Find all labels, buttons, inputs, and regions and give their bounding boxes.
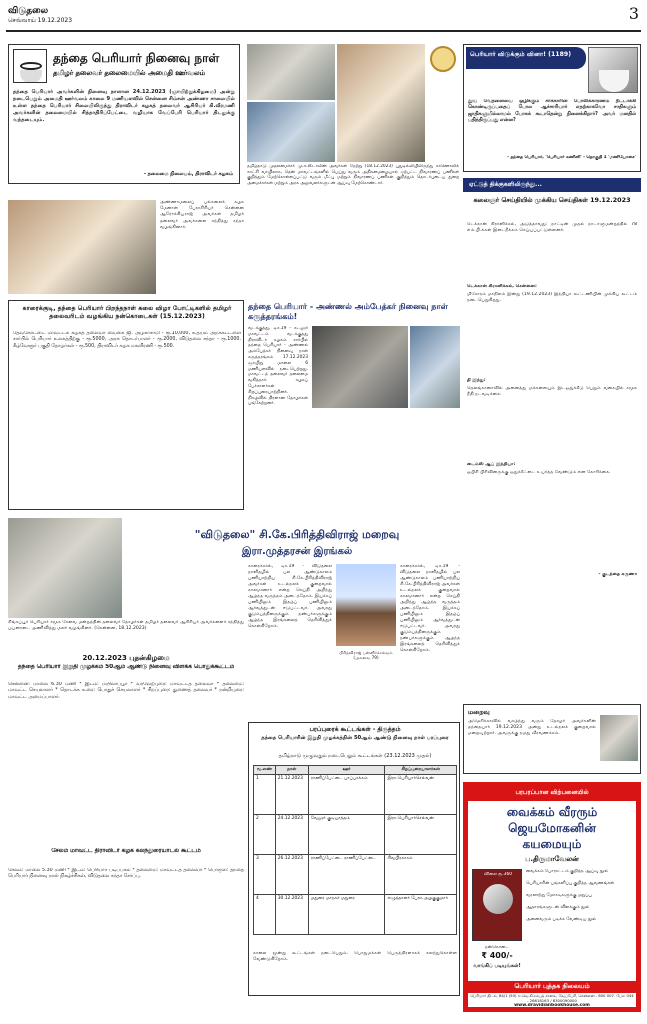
rally-table-header [254,766,457,775]
rally-tag: பரப்புரைக் கூட்டங்கள் - திருத்தம் [309,726,401,733]
rally-note: காலை மூன்று கூட்டங்கள் நடைபெறும். பொதுமக்கள் பெருந்திரளாகக் கலந்துகொள்ள வேண்டுகிறோம். [253,951,457,962]
rally-cell: எழுத்தாளர் பேரா.அழகுகுமார் [385,894,457,934]
rally-subtitle: தமிழ்நாடு முழுவதும் நடைபெறும் கூட்டங்கள் (23.12.2023 முதல்) [278,753,432,759]
family-caption: அண்ணாமலைப் பல்கலைக் கழக மேனாள் பேராசிரியர் சென்னை ஆரோக்கியராஜ் அவர்கள் தமிழர் தலைவர் அவர்களை சந்தித்து சந்தா வழங்கினார். [160,200,244,230]
advert-buy[interactable]: வாங்கிப் படியுங்கள்! [473,963,521,969]
bullets-section-2: டெக்கான் கிரானிக்கல், சென்னை: [467,284,537,289]
advert-title-3: கயமையும் [522,837,582,851]
memorial-speaker-photo [312,326,408,408]
advert-tag: பரபரப்பான விற்பனையில் [515,789,589,796]
meeting-screens-photo [247,44,335,100]
rally-town: குடியாத்தம் [327,815,350,821]
book-cover [472,869,522,941]
meeting-photo-collage [247,44,425,162]
rally-town: மதுரை [341,895,355,901]
rally-district: மதுரை மாநகர் [310,895,340,901]
question-title: பெரியார் விடுக்கும் வினா! (1189) [470,51,572,58]
obituary-photo-caption: பிரித்விராஜ் பன்னீர்செல்வம் (அகவை 79) [339,650,393,661]
bullet-item-1: டெக்கான் கிரானிக்கல், அடுத்தாவது: நாட்டின் முதல் நாடாளுமன்றத்தில் 78 எம்.பி.க்கள் இடைநீக்கம் செய்யப்பட்டுள்ளனர். [467,222,637,233]
program-date: 20.12.2023 புதன்கிழமை [82,654,170,662]
rally-cell [308,854,385,894]
rally-header-number: வ.எண் [254,766,276,775]
rally-cell: இரா.பெரியார்செல்வன் [385,814,457,854]
rally-header-speakers: சிறப்புரையாளர்கள் [385,766,457,775]
obituary-body: காரைக்கால், டிச.19 - விடுதலை நாளிதழில் பல ஆண்டுகாலம் பணியாற்றிய சி.கே.பிரித்திவிராஜ் அவர்கள் உடல்நலக் குறைவால் காலமானார் என்ற செய்தி அறிந்து ஆழ்ந்த வருத்தம் அடைந்தோம். இயக்கப் பணியிலும் இதழ்ப் பணியிலும் ஆர்வத்துடன் ஈடுபட்டவர். அவரது குடும்பத்தினருக்கும் நண்பர்களுக்கும் ஆழ்ந்த இரங்கலைத் தெரிவித்துக் கொள்கிறோம். [248,564,332,629]
family-photo [8,200,156,294]
advert-point: பெரியாரின் பங்களிப்பு குறித்த ஆவணங்கள் [526,881,615,886]
rally-cell: 30.12.2023 [275,894,308,934]
question-body: தூய் வேதனையை ஒழிக்கும் சர்க்காரின் போலிக்காரணம் தீட்டாக்கி கொண்டிருப்பதைப் போல ஆச்சாரியார் எதற்காகவோ சாதிகளும் ஜாதிகளுமில்லாமல் போகக் கூடாதென்று நினைக்கிறார்? அவர் மனதில் பதிந்திருப்பது என்ன? [468,99,636,124]
memorial-title: தந்தை பெரியார் - அண்ணல் அம்பேத்கர் நினைவு நாள் கருத்தரங்கம்! [248,302,448,321]
meeting-room-photo [247,102,335,162]
rally-cell: 1 [254,774,276,814]
bullets-column [463,178,641,700]
advert-author: ப.திருமாவேலன் [525,855,579,863]
portrait-glasses-icon [20,62,42,70]
header-rule [6,30,641,32]
rally-header-place: ஊர் [308,766,385,775]
rally-cell [308,774,385,814]
bullet-item-2: மிசோரம் மாநிலம் இன்று (19.12.2023) இந்தியா கூட்டணியின் முக்கிய கூட்டம் நடைபெறுகிறது. [467,292,637,303]
program-column [8,654,244,1014]
advert-title: வைக்கம் வீரரும் [506,805,598,819]
advert-price: ₹ 400/- [481,951,513,960]
tribute-title: தந்தை பெரியார் நினைவு நாள் [53,51,220,65]
obituary-title: "விடுதலை" சி.கே.பிரித்திவிராஜ் மறைவு [194,528,400,541]
table-row [254,854,457,894]
program-section2-title: சேலம் மாவட்ட திராவிடர் கழக கலந்துரையாடல் கூட்டம் [51,848,201,854]
rally-cell: 2 [254,814,276,854]
bullet-item-3: தெலங்கானாவில் அனைத்து மக்களையும் இடஒதுக்கீடு பெறும் வகையில் சமூக நீதி நடவடிக்கை. [467,386,637,397]
bullets-title: கலைஞர் செய்தியில் முக்கிய செய்திகள் 19.12.2023 [473,196,631,204]
advert-point: வைக்கம் போராட்டம் குறித்த ஆய்வு நூல் [526,869,608,874]
bullet-item-4: ஓபிசி பிரிவினருக்கு ஒதுக்கீட்டை உயர்த்த வேண்டும் என கோரிக்கை. [467,470,611,475]
bullets-section-3: தி இந்து: [467,378,486,383]
table-row [254,894,457,934]
rally-district: ராணிப்பேட்டை [310,855,343,861]
tribute-signature: - தலைமை நிலையம், திராவிடர் கழகம் [143,171,233,177]
advert-point: வரலாற்று மோசடிகளுக்கு மறுப்பு [526,893,592,898]
chief-minister-photo [337,44,425,162]
tribute-box [8,44,240,184]
book-portrait [483,884,513,914]
rally-title: தந்தை பெரியாரின் இறுதி முழக்கத்தின் 50ஆம் ஆண்டு நினைவு நாள் பரப்புரை [261,735,449,741]
program-subtitle: தந்தை பெரியார் இறுதி முழக்கம் 50ஆம் ஆண்டு நினைவு விளக்க பொதுக்கூட்டம் [17,664,235,670]
tribute-subtitle: தமிழர் தலைவர் தலைமையில் அமைதி ஊர்வலம் [53,69,205,77]
advert-point: அனைவரும் படிக்க வேண்டிய நூல் [526,917,597,922]
rally-town: பாப்பாக்கம் [344,775,368,781]
question-box [463,44,641,172]
rally-header-date: நாள் [275,766,308,775]
death-note-box [463,704,641,774]
statements-box [8,300,244,510]
memorial-audience-photo [410,326,460,408]
obituary-subtitle: இரா.முத்தரசன் இரங்கல் [241,546,353,557]
death-note-title: மறைவு [468,708,490,716]
rally-cell: 4 [254,894,276,934]
book-presentation-photo [8,518,122,618]
program-body: சென்னை: மாலை 6.30 மணி * இடம்: மயிலாப்பூர் * வரவேற்புரை: மாவட்டத் தலைவர் * தலைமை: மாவட்ட செயலாளர் * தொடக்க உரை: பொதுச் செயலாளர் * சிறப்புரை: துணைத் தலைவர் * நன்றியுரை: மாவட்ட அமைப்பாளர். [8,682,244,700]
bullets-section-4: டைம்ஸ் ஆப் இந்தியா: [467,462,516,467]
book-advert[interactable] [463,782,641,1012]
issue-date: செவ்வாய் 19.12.2023 [8,17,73,24]
rally-box [248,722,460,996]
bullets-tag-label: ஏட்டுத் திக்குகளிலிருந்து... [469,181,542,188]
advert-address: பெரியார் திடல், 84/1 (50) ஈ.வெ.கி.சம்பத் சாலை, வேப்பேரி, சென்னை - 600 007. பேச: 044 - 26618163 / 8300090000 [470,994,634,1003]
advert-price-label: நன்கொடை [484,945,510,950]
book-presentation-caption: சிங்கப்பூர் பெரியார் சமூக சேவை மன்றத்தின் தலைவர் தோழர்கள் தமிழர் தலைவர் ஆசிரியர் அவர்களைச் சந்தித்து பயனாடை அணிவித்து மலர் வழங்கினர். (சென்னை, 18.12.2023) [8,620,244,631]
rally-cell: இரா.பெரியார்செல்வன் [385,774,457,814]
rally-cell: 3 [254,854,276,894]
advert-point: ஆதாரங்களுடன் விளக்கும் நூல் [526,905,590,910]
advert-points [526,869,636,979]
advert-title-2: ஜெயமோகனின் [508,821,596,835]
rally-cell: சிவபிரகாசம் [385,854,457,894]
question-signature: - தந்தை பெரியார், 'பெரியார் கணினி' - தொகுதி 1 'மணியோசை' [507,155,636,160]
rally-cell: 21.12.2023 [275,774,308,814]
rally-cell: 24.12.2023 [275,814,308,854]
rally-cell [308,894,385,934]
obituary-photo [336,564,396,646]
meeting-caption: தமிழ்நாடு முதலமைச்சர் மு.க.ஸ்டாலின் அவர்கள் நேற்று (18.12.2023) புதுடில்லியிலிருந்து காணொலிக் காட்சி வாயிலாக, தென் மாவட்டங்களில் பெய்து வரும் அதிகனமழையால் ஏற்பட்ட நிவாரணப் பணிகள் குறித்தும் மேற்கொள்ளப்பட்டு வரும் மீட்பு மற்றும் நிவாரணப் பணிகள் குறித்தும் தொடர்புடைய துறை அமைச்சர்கள் மற்றும் அரசு அலுவலர்களுடன் ஆய்வு மேற்கொண்டார். [247,164,459,186]
obituary-body-2: காரைக்கால், டிச.19 - விடுதலை நாளிதழில் பல ஆண்டுகாலம் பணியாற்றிய சி.கே.பிரித்திவிராஜ் அவர்கள் உடல்நலக் குறைவால் காலமானார் என்ற செய்தி அறிந்து ஆழ்ந்த வருத்தம் அடைந்தோம். இயக்கப் பணியிலும் இதழ்ப் பணியிலும் ஆர்வத்துடன் ஈடுபட்டவர். அவரது குடும்பத்தினருக்கும் நண்பர்களுக்கும் ஆழ்ந்த இரங்கலைத் தெரிவித்துக் கொள்கிறோம். [400,564,460,653]
government-seal-icon [430,46,456,72]
death-note-photo [600,715,638,761]
tribute-body: தந்தை பெரியார் அவர்களின் நினைவு நாளான 24.12.2023 (ஞாயிற்றுக்கிழமை) அன்று நடைபெறும் அமைதி ஊர்வலம் காலை 9 மணியளவில் சென்னை சிம்சன் அண்ணா சாலையில் உள்ள தந்தை பெரியார் சிலையிலிருந்து திராவிடர் கழகத் தலைவர் ஆசிரியர் கி.வீரமணி அவர்களின் தலைமையில் சிந்தாதிரிப்பேட்டை வழியாக வேப்பேரி பெரியார் திடலுக்கு வந்தடையும். [13,89,235,123]
table-row [254,774,457,814]
book-price-badge: விலை ரூ.360 [483,872,513,877]
page-number: 3 [628,4,639,23]
portrait-beard [20,70,42,83]
advert-publisher: பெரியார் புத்தக நிலையம் [514,982,590,990]
rally-table [253,765,457,945]
question-portrait [588,47,638,93]
advert-website[interactable]: www.dravidianbookhouse.com [514,1003,590,1008]
publication-name: விடுதலை [8,6,49,16]
table-row [254,814,457,854]
periyar-portrait [13,49,47,83]
bullets-signature: - குடந்தை கருணா [598,572,637,577]
death-note-body: அமெரிக்காவில் வாழ்ந்து வரும் தோழர் அவர்களின் தந்தையார் 19.12.2023 அன்று உடல்நலக் குறைவால் மறைவுற்றார். அவருக்கு நமது வீரவணக்கம். [468,719,596,736]
rally-district: வேலூர் [310,815,326,821]
rally-cell [308,814,385,854]
rally-cell: 26.12.2023 [275,854,308,894]
rally-district: ராணிப்பேட்டை [310,775,343,781]
portrait-beard-2 [599,70,629,92]
memorial-body-1: வடக்குத்து, டிச.19 - கடலூர் மாவட்டம் வடக்குத்து திராவிடர் கழகம் சார்பில் தந்தை பெரியார் - அண்ணல் அம்பேத்கர் நினைவு நாள் கருத்தரங்கம் 17.12.2023 ஞாயிறு மாலை 6 மணியளவில் நடைபெற்றது. மாவட்டத் தலைவர் தலைமை வகித்தார். கழகப் பேச்சாளர்கள் சிறப்புரையாற்றினர். நிகழ்வில் திரளான தோழர்கள் பங்கேற்றனர். [248,326,308,407]
statements-title: காரைக்குடி, தந்தை பெரியார் பிறந்தநாள் கலை விழா போட்டிகளில் தமிழர் தலைவரிடம் வழங்கிய நன்கொடைகள் (15.12.2023) [22,305,232,320]
program-section2-body: சேலம்: மாலை 5.30 மணி * இடம்: பெரியார் படிப்பகம் * தலைமை: மாவட்டத் தலைவர் * பொருள்: தந்தை பெரியார் நினைவு நாள் நிகழ்ச்சிகள், விடுதலை சந்தா சேர்ப்பு. [8,868,244,880]
rally-town: ராணிப்பேட்டை [344,855,376,861]
statements-body: தேவகோட்டை மாவட்டக் கழகத் தலைவர் வைகை ஜி. அழகர்சாமி - ரூ.10,000, உதயம் அறக்கட்டளை சார்பில் பெரியார் உலகத்திற்கு - ரூ.5000, அரசு தொடர்பாளர் - ரூ.2000, விடுதலை சந்தா - ரூ.1000. கீழ்வேளூர் பகுதி தோழர்கள் - ரூ.500, திராவிடர் கழக மகளிரணி - ரூ.500. [13,331,241,349]
